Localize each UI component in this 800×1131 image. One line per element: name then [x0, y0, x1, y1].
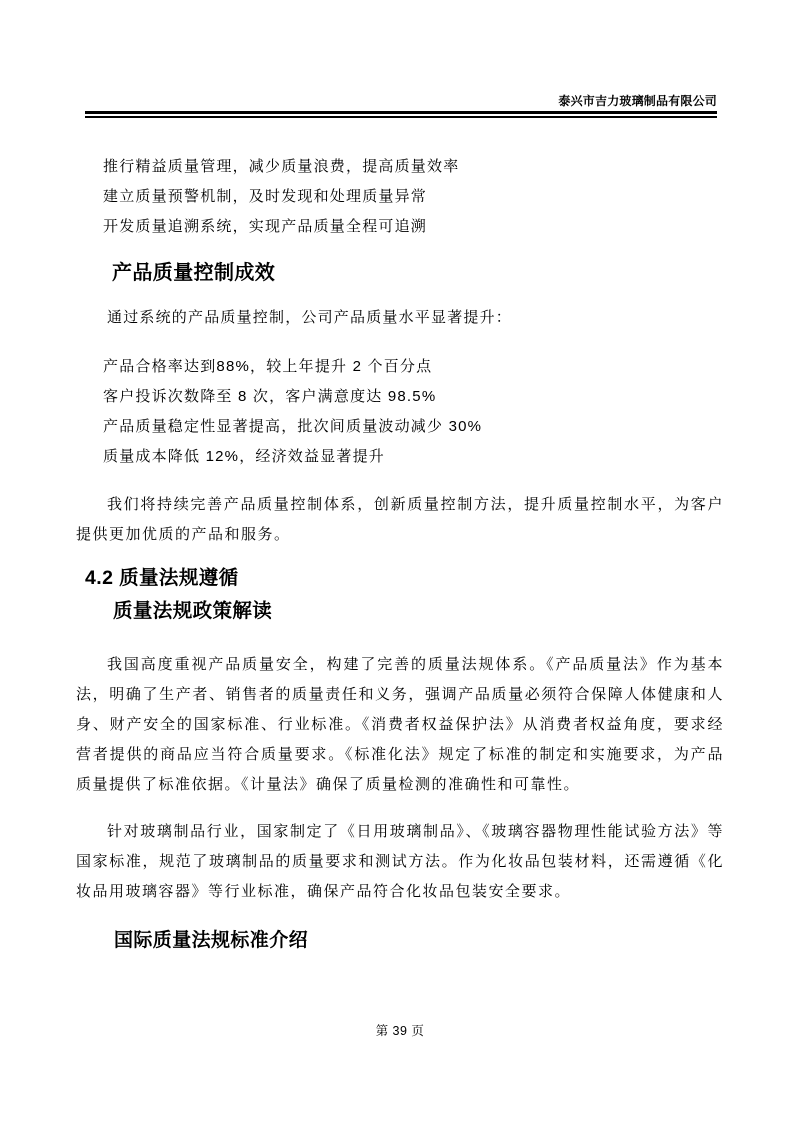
results-closing-paragraph: 我们将持续完善产品质量控制体系，创新质量控制方法，提升质量控制水平，为客户提供更加优质的产品和服务。 — [76, 496, 724, 543]
policy-paragraph-2: 针对玻璃制品行业，国家制定了《日用玻璃制品》、《玻璃容器物理性能试验方法》等国家标准，规范了玻璃制品的质量要求和测试方法。作为化妆品包装材料，还需遵循《化妆品用玻璃容器》等行业标准，确保产品符合化妆品包装安全要求。 — [76, 823, 724, 900]
quality-measures-list — [103, 152, 459, 242]
header-rule-top — [85, 111, 717, 114]
results-heading: 产品质量控制成效 — [112, 262, 276, 284]
header-company-name: 泰兴市吉力玻璃制品有限公司 — [558, 94, 717, 108]
page-number-footer: 第 39 页 — [375, 1024, 425, 1038]
results-metric-line: 产品合格率达到88%，较上年提升 2 个百分点 — [103, 358, 433, 375]
international-standards-heading: 国际质量法规标准介绍 — [114, 930, 309, 951]
results-intro-paragraph: 通过系统的产品质量控制，公司产品质量水平显著提升： — [107, 309, 513, 326]
quality-measure-line: 开发质量追溯系统，实现产品质量全程可追溯 — [103, 218, 428, 235]
section-4-2-heading: 4.2 质量法规遵循 — [85, 567, 239, 589]
header-rule-bottom — [85, 116, 717, 118]
quality-measure-line: 推行精益质量管理，减少质量浪费，提高质量效率 — [103, 158, 460, 175]
results-metric-line: 产品质量稳定性显著提高，批次间质量波动减少 30% — [103, 418, 483, 435]
results-metrics-list — [103, 352, 482, 472]
results-metric-line: 质量成本降低 12%，经济效益显著提升 — [103, 448, 385, 465]
policy-heading: 质量法规政策解读 — [113, 600, 273, 622]
quality-measure-line: 建立质量预警机制，及时发现和处理质量异常 — [103, 188, 428, 205]
policy-paragraph-1: 我国高度重视产品质量安全，构建了完善的质量法规体系。《产品质量法》作为基本法，明确了生产者、销售者的质量责任和义务，强调产品质量必须符合保障人体健康和人身、财产安全的国家标准、行业标准。《消费者权益保护法》从消费者权益角度，要求经营者提供的商品应当符合质量要求。《标准化法》规定了标准的制定和实施要求，为产品质量提供了标准依据。《计量法》确保了质量检测的准确性和可靠性。 — [76, 656, 724, 793]
results-metric-line: 客户投诉次数降至 8 次，客户满意度达 98.5% — [103, 388, 437, 405]
